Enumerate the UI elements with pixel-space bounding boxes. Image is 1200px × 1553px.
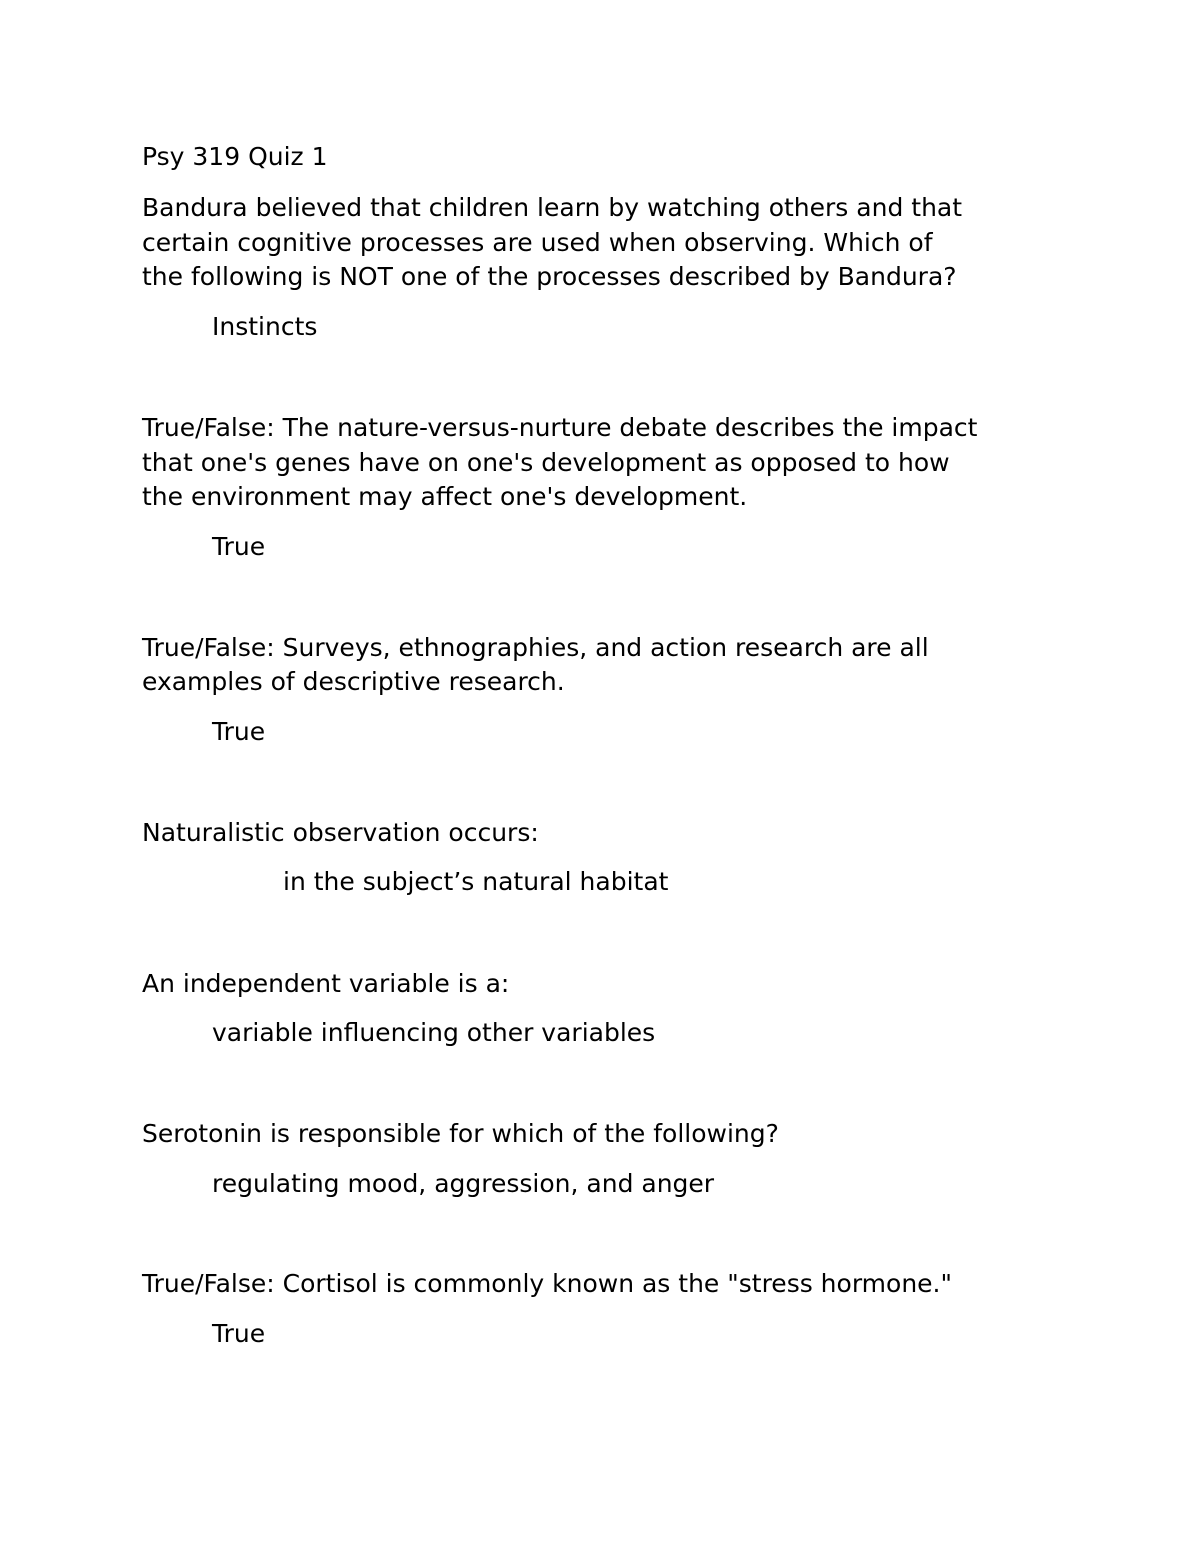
question-4-line-1: Naturalistic observation occurs: — [142, 818, 539, 847]
question-4-answer: in the subject’s natural habitat — [283, 867, 669, 896]
question-3-line-2: examples of descriptive research. — [142, 667, 565, 696]
question-3-line-1: True/False: Surveys, ethnographies, and action research are all — [142, 633, 929, 662]
page-title: Psy 319 Quiz 1 — [142, 142, 328, 171]
question-5-answer: variable influencing other variables — [212, 1018, 656, 1047]
question-3-answer: True — [212, 717, 266, 746]
question-5-line-1: An independent variable is a: — [142, 969, 510, 998]
question-2-answer: True — [212, 532, 266, 561]
question-1-answer: Instincts — [212, 312, 318, 341]
question-1-line-3: the following is NOT one of the processes described by Bandura? — [142, 262, 957, 291]
question-2-line-3: the environment may affect one's development. — [142, 482, 748, 511]
question-1-line-1: Bandura believed that children learn by watching others and that — [142, 193, 963, 222]
question-2-line-1: True/False: The nature-versus-nurture debate describes the impact — [142, 413, 978, 442]
question-7-answer: True — [212, 1319, 266, 1348]
question-1-line-2: certain cognitive processes are used when observing. Which of — [142, 228, 933, 257]
question-6-answer: regulating mood, aggression, and anger — [212, 1169, 715, 1198]
question-6-line-1: Serotonin is responsible for which of the following? — [142, 1119, 779, 1148]
question-2-line-2: that one's genes have on one's development as opposed to how — [142, 448, 950, 477]
question-7-line-1: True/False: Cortisol is commonly known as the "stress hormone." — [142, 1269, 952, 1298]
